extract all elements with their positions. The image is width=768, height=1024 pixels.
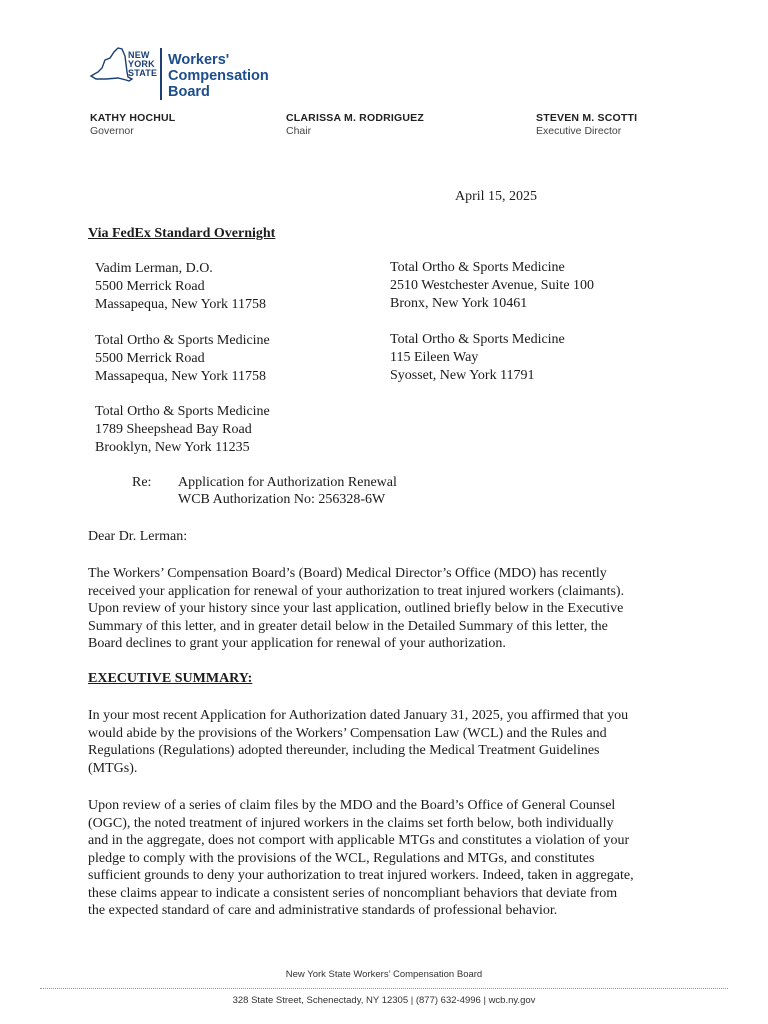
official-executive-director: STEVEN M. SCOTTI Executive Director: [536, 112, 638, 137]
wcb-logo: [88, 46, 278, 102]
official-governor: KATHY HOCHUL Governor: [90, 112, 176, 137]
footer-organization: New York State Workers’ Compensation Board: [285, 969, 483, 980]
logo-agency-name: Workers' Compensation Board: [168, 52, 269, 100]
footer-address: 328 State Street, Schenectady, NY 12305 | (877) 632-4996 | wcb.ny.gov: [232, 995, 536, 1006]
delivery-method: Via FedEx Standard Overnight: [88, 226, 276, 241]
paragraph-review: Upon review of a series of claim files by the MDO and the Board’s Office of General Counsel (OGC), the noted treatment of injured workers in the claims set forth below, both individually and in the aggregate, does not comport with applicable MTGs and constitutes a violation of your pledge to comply with the provisions of the WCL, Regulations and MTGs, and constitutes sufficient grounds to deny your authorization to treat injured workers. Indeed, taken in aggregate, these claims appear to indicate a consistent series of noncompliant behaviors that deviate from the expected standard of care and administrative standards of professional behavior.: [88, 798, 634, 918]
executive-summary-heading: EXECUTIVE SUMMARY:: [88, 671, 253, 686]
address-block: Total Ortho & Sports Medicine 2510 Westchester Avenue, Suite 100 Bronx, New York 10461: [390, 260, 595, 311]
official-chair: CLARISSA M. RODRIGUEZ Chair: [286, 112, 424, 137]
address-block: Total Ortho & Sports Medicine 1789 Sheepshead Bay Road Brooklyn, New York 11235: [95, 404, 270, 455]
letter-date: April 15, 2025: [455, 189, 538, 204]
logo-divider: [160, 48, 162, 100]
address-block: Total Ortho & Sports Medicine 115 Eileen Way Syosset, New York 11791: [390, 332, 565, 383]
address-block: Total Ortho & Sports Medicine 5500 Merrick Road Massapequa, New York 11758: [95, 333, 270, 384]
footer-divider: [40, 988, 728, 989]
re-label: Re:: [132, 475, 152, 490]
paragraph-intro: The Workers’ Compensation Board’s (Board) Medical Director’s Office (MDO) has recently received your application for renewal of your authorization to treat injured workers (claimants). Upon review of your history since your last application, outlined briefly below in the Executive Summary of this letter, and in greater detail below in the Detailed Summary of this letter, the Board declines to grant your application for renewal of your authorization.: [88, 566, 625, 651]
logo-state-text: NEW YORK STATE: [128, 50, 158, 78]
paragraph-application: In your most recent Application for Authorization dated January 31, 2025, you affirmed that you would abide by the provisions of the Workers’ Compensation Law (WCL) and the Rules and Regulations (Regulations) adopted thereunder, including the Medical Treatment Guidelines (MTGs).: [88, 708, 629, 776]
address-block: Vadim Lerman, D.O. 5500 Merrick Road Massapequa, New York 11758: [95, 261, 266, 312]
salutation: Dear Dr. Lerman:: [88, 529, 188, 544]
re-subject: Application for Authorization Renewal WCB Authorization No: 256328-6W: [178, 475, 397, 507]
